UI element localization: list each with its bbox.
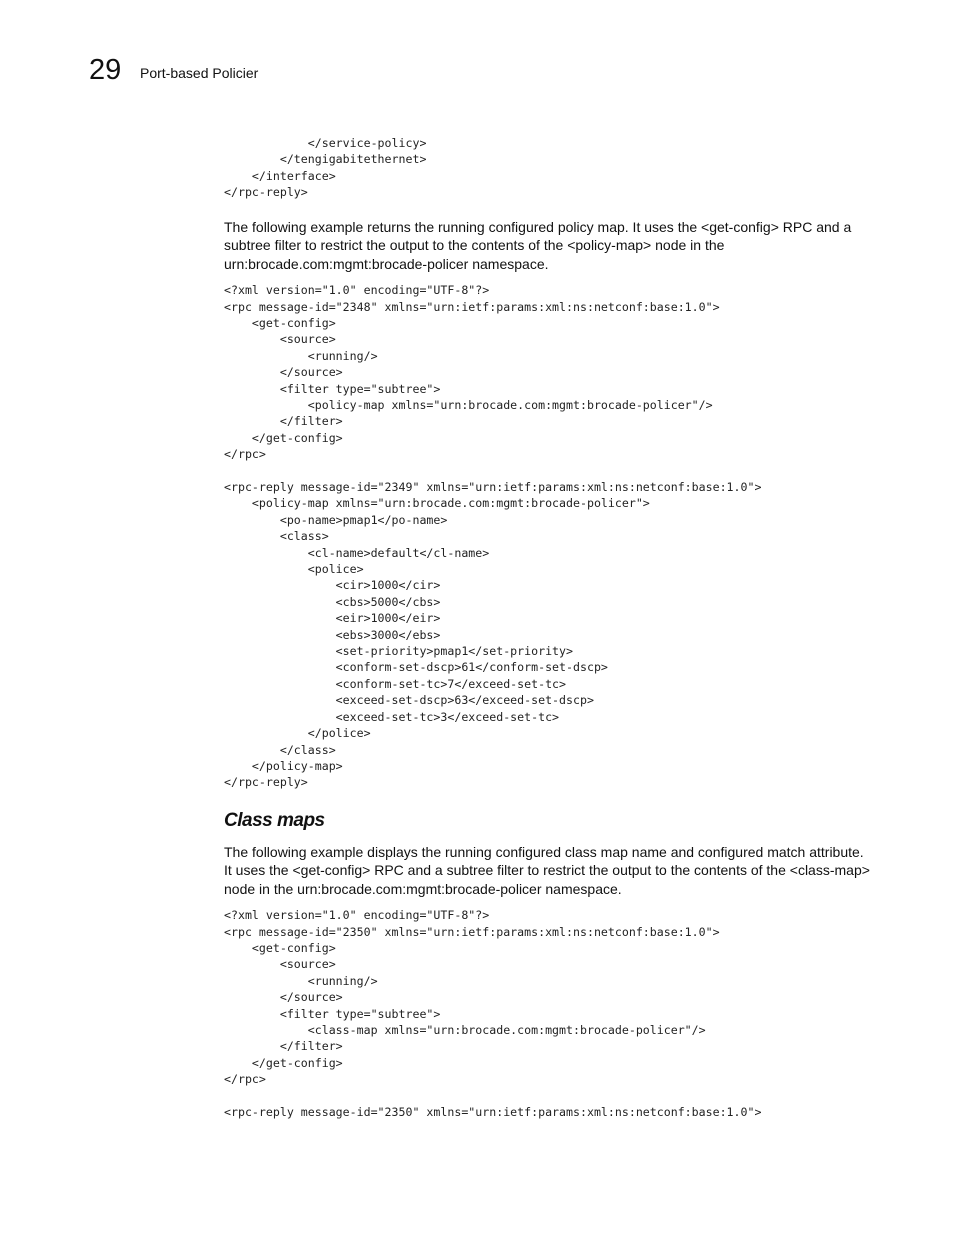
- paragraph-policy-map-intro: The following example returns the running configured policy map. It uses the <get-config> RPC and a subtree filter to restrict the output to the contents of the <policy-map> node in the urn:brocade.com:mgmt:brocade-policer namespace.: [224, 218, 852, 272]
- code-block-policy-map: <?xml version="1.0" encoding="UTF-8"?> <rpc message-id="2348" xmlns="urn:ietf:params:xml:ns:netconf:base:1.0"> <get-config> <source> <running/> </source> <filter type="subtree"> <policy-map xmlns="urn:brocade.com:mgmt:brocade-policer"/> </filter> </get-config> </rpc> <rpc-reply message-id="2349" xmlns="urn:ietf:params:xml:ns:netconf:base:1.0"> <policy-map xmlns="urn:brocade.com:mgmt:brocade-policer"> <po-name>pmap1</po-name> <class> <cl-name>default</cl-name> <police> <cir>1000</cir> <cbs>5000</cbs> <eir>1000</eir> <ebs>3000</ebs> <set-priority>pmap1</set-priority> <conform-set-dscp>61</conform-set-dscp> <conform-set-tc>7</exceed-set-tc> <exceed-set-dscp>63</exceed-set-dscp> <exceed-set-tc>3</exceed-set-tc> </police> </class> </policy-map> </rpc-reply>: [224, 283, 762, 790]
- paragraph-class-map-intro: The following example displays the running configured class map name and configured match attribute. It uses the <get-config> RPC and a subtree filter to restrict the output to the contents of the <class-map> node in the urn:brocade.com:mgmt:brocade-policer namespace.: [224, 843, 870, 897]
- chapter-title: Port-based Policier: [140, 65, 259, 81]
- chapter-number: 29: [89, 54, 122, 86]
- page-content: [224, 135, 874, 1121]
- code-block-class-map: <?xml version="1.0" encoding="UTF-8"?> <rpc message-id="2350" xmlns="urn:ietf:params:xml:ns:netconf:base:1.0"> <get-config> <source> <running/> </source> <filter type="subtree"> <class-map xmlns="urn:brocade.com:mgmt:brocade-policer"/> </filter> </get-config> </rpc> <rpc-reply message-id="2350" xmlns="urn:ietf:params:xml:ns:netconf:base:1.0">: [224, 908, 762, 1120]
- section-heading-class-maps: Class maps: [224, 809, 325, 831]
- code-block-rpc-reply-end: </service-policy> </tengigabitethernet> </interface> </rpc-reply>: [224, 136, 427, 200]
